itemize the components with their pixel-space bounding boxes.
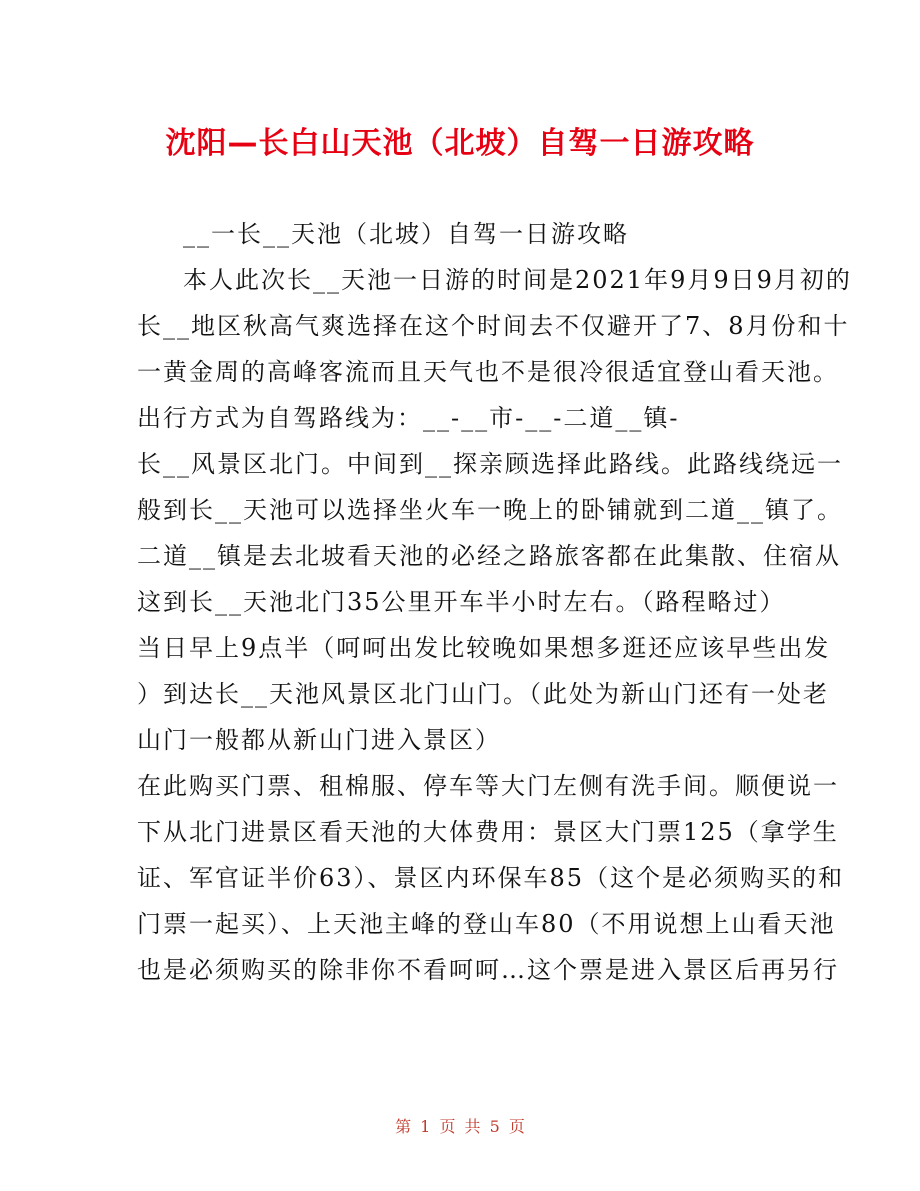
text-line: 般到长__天池可以选择坐火车一晚上的卧铺就到二道__镇了。 [137,496,843,524]
text-line: 在此购买门票、租棉服、停车等大门左侧有洗手间。顺便说一 [137,772,839,800]
text-line: 一黄金周的高峰客流而且天气也不是很冷很适宜登山看天池。 [137,358,839,386]
text-line: 证、军官证半价63）、景区内环保车85（这个是必须购买的和 [137,864,845,892]
text-line: 出行方式为自驾路线为：__-__市-__-二道__镇- [137,404,680,432]
document-body [137,216,852,998]
text-line: 当日早上9点半（呵呵出发比较晚如果想多逛还应该早些出发 [137,634,831,662]
text-line: 山门一般都从新山门进入景区） [137,726,501,754]
text-line: 也是必须购买的除非你不看呵呵…这个票是进入景区后再另行 [137,956,839,984]
text-line: __一长__天池（北坡）自驾一日游攻略 [183,220,629,248]
text-line: 下从北门进景区看天池的大体费用：景区大门票125（拿学生 [137,818,839,846]
text-line: 门票一起买）、上天池主峰的登山车80（不用说想上山看天池 [137,910,836,938]
text-line: 长__地区秋高气爽选择在这个时间去不仅避开了7、8月份和十 [137,312,850,340]
text-line: 本人此次长__天池一日游的时间是2021年9月9日9月初的 [183,266,852,294]
page-number-footer: 第 1 页 共 5 页 [395,1117,525,1136]
text-line: 长__风景区北门。中间到__探亲顾选择此路线。此路线绕远一 [137,450,843,478]
text-line: 二道__镇是去北坡看天池的必经之路旅客都在此集散、住宿从 [137,542,841,570]
document-title: 沈阳—长白山天池（北坡）自驾一日游攻略 [165,126,755,161]
text-line: 这到长__天池北门35公里开车半小时左右。（路程略过） [137,588,786,616]
text-line: ）到达长__天池风景区北门山门。（此处为新山门还有一处老 [137,680,829,708]
